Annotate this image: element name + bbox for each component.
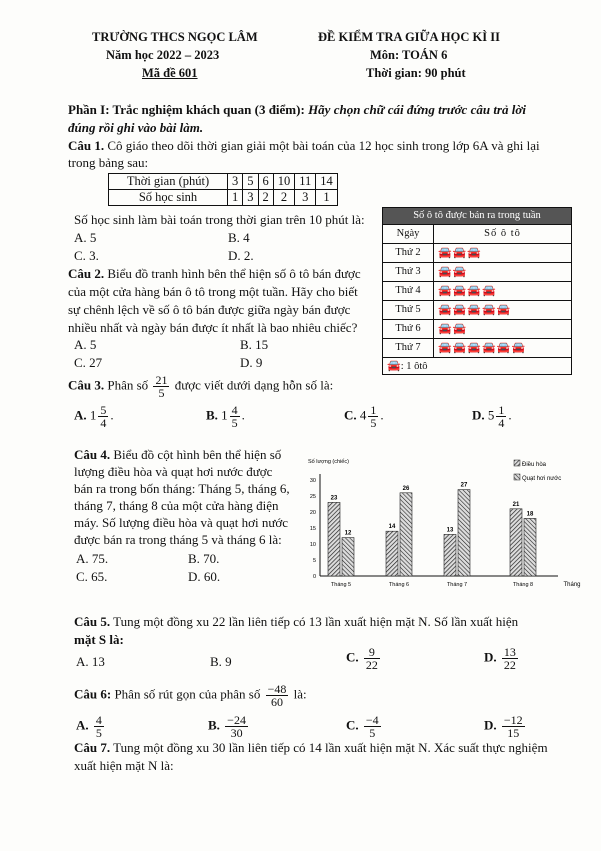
car-icon: 🚘 (452, 247, 468, 259)
q6-option-d (484, 714, 527, 739)
option-label: C. (346, 717, 359, 733)
pictograph-cars (434, 282, 571, 300)
y-tick-label: 20 (309, 510, 316, 516)
q2-option-d: D. 9 (240, 355, 263, 370)
table-cell: 14 (316, 174, 338, 190)
part1-title: Phần I: Trắc nghiệm khách quan (3 điểm): (68, 102, 305, 117)
x-axis-label: Tháng (563, 582, 581, 588)
option-label: D. (472, 407, 485, 423)
frac-num: −12 (503, 713, 523, 727)
q1-option-a: A. 5 (74, 230, 97, 245)
q3-fraction (153, 374, 169, 399)
frac-den: 22 (503, 658, 516, 672)
legend-swatch (514, 460, 520, 466)
pictograph-legend (383, 358, 428, 374)
car-icon: 🚘 (452, 304, 468, 316)
frac-num: 1 (370, 403, 377, 417)
q1-row2-head: Số học sinh (109, 190, 228, 206)
mixed-whole: 5 (487, 407, 495, 423)
table-row (383, 300, 571, 319)
car-icon: 🚘 (511, 342, 527, 354)
pictograph-cars (434, 244, 571, 262)
frac-num: −48 (267, 682, 287, 696)
q6-text-a: Phân số rút gọn của phân số (114, 686, 261, 702)
option-label: C. (346, 649, 359, 665)
car-icon: 🚘 (496, 304, 512, 316)
table-row (109, 190, 338, 206)
frac-den: 4 (498, 416, 505, 430)
frac-den: 5 (158, 386, 165, 400)
q7-line1 (74, 740, 548, 756)
table-row (383, 338, 571, 357)
frac-num: 13 (503, 645, 516, 659)
pictograph-cars (434, 263, 571, 281)
q5-text: Tung một đồng xu 22 lần liên tiếp có 13 lần xuất hiện mặt N. Số lần xuất hiện (113, 614, 519, 629)
pictograph (382, 207, 572, 375)
q4-label: Câu 4. (74, 447, 111, 462)
q2-line2: của một cửa hàng bán ô tô trong một tuần. Hãy cho biết (68, 284, 358, 299)
option-label: A. (74, 407, 87, 423)
table-cell: 3 (228, 174, 243, 190)
table-cell: 2 (273, 190, 295, 206)
car-icon: 🚘 (438, 342, 453, 354)
q5-option-d (484, 646, 520, 671)
q4-line2: lượng điều hòa và quạt hơi nước được (74, 464, 273, 479)
option-label: A. (76, 717, 89, 733)
option-label: D. (484, 649, 497, 665)
frac-num: 4 (95, 713, 102, 727)
q6-option-c (346, 714, 383, 739)
legend-swatch (514, 474, 520, 480)
data-label: 13 (446, 527, 454, 534)
q2-option-a: A. 5 (74, 337, 97, 352)
car-icon: 🚘 (438, 304, 453, 316)
table-cell: 6 (258, 174, 273, 190)
q1-line1: Cô giáo theo dõi thời gian giải một bài toán của 12 học sinh trong lớp 6A và ghi lại (107, 138, 540, 153)
q2-line1 (68, 266, 361, 282)
q2-line4: nhiều nhất và ngày bán được ít nhất là bao nhiêu chiếc? (68, 320, 358, 335)
x-tick-label: Tháng 5 (330, 582, 352, 588)
car-icon: 🚘 (496, 342, 512, 354)
exam-title: ĐỀ KIỂM TRA GIỮA HỌC KÌ II (318, 30, 500, 44)
frac-den: 5 (95, 726, 102, 740)
car-icon: 🚘 (467, 247, 483, 259)
table-cell: 5 (243, 174, 258, 190)
q5-option-c (346, 646, 382, 671)
q6-stem (74, 683, 307, 708)
q3-option-c: C. 4 $\frac{1}{5}$ . (344, 403, 384, 430)
q2-option-c: C. 27 (74, 355, 103, 370)
table-cell: 11 (295, 174, 316, 190)
y-tick-label: 0 (312, 574, 316, 580)
y-tick-label: 25 (309, 494, 316, 500)
car-icon: 🚘 (452, 266, 468, 278)
data-label: 12 (344, 530, 352, 537)
frac-num: 5 (100, 403, 107, 417)
option-label: C. (344, 407, 357, 423)
y-tick-label: 30 (309, 478, 316, 484)
q4-option-a: A. 75. (76, 551, 109, 566)
car-icon: 🚘 (452, 285, 468, 297)
data-label: 18 (526, 511, 534, 518)
q5-line1 (74, 614, 518, 630)
car-icon: 🚘 (467, 342, 483, 354)
q1-table (108, 173, 338, 206)
part1-heading (68, 102, 526, 118)
table-row (383, 262, 571, 281)
x-tick-label: Tháng 7 (446, 582, 468, 588)
pictograph-day: Thứ 6 (383, 320, 434, 338)
exam-time: Thời gian: 90 phút (366, 66, 466, 80)
q6-text-b: là: (293, 686, 307, 702)
option-label: B. (208, 717, 220, 733)
mixed-whole: 4 (359, 407, 367, 423)
car-icon: 🚘 (482, 304, 497, 316)
bar-quat-hoi-nuoc (400, 493, 412, 576)
q4-line4: tháng 7, tháng 8 của một cửa hàng điện (74, 498, 279, 513)
car-icon: 🚘 (438, 323, 453, 335)
option-label: D. (484, 717, 497, 733)
q5-line2: mặt S là: (74, 632, 124, 647)
q5-option-a: A. 13 (76, 654, 105, 669)
q3-text-b: được viết dưới dạng hỗn số là: (174, 377, 334, 393)
y-tick-label: 10 (309, 542, 316, 548)
q5-label: Câu 5. (74, 614, 111, 629)
car-icon: 🚘 (452, 342, 468, 354)
frac-num: −24 (227, 713, 246, 727)
q1-row1-head: Thời gian (phút) (109, 174, 228, 190)
q4-option-d: D. 60. (188, 569, 221, 584)
pictograph-day: Thứ 7 (383, 339, 434, 357)
exam-code: Mã đề 601 (142, 66, 198, 80)
q1-option-c: C. 3. (74, 248, 99, 263)
table-row (109, 174, 338, 190)
y-axis-label: Số lượng (chiếc) (308, 459, 349, 465)
pictograph-cars (434, 320, 571, 338)
car-icon: 🚘 (387, 360, 401, 372)
frac-den: 5 (231, 416, 238, 430)
bar-quat-hoi-nuoc (524, 518, 536, 576)
q3-option-a: A. 1 $\frac{5}{4}$ . (74, 403, 114, 430)
q3-text-a: Phân số (107, 377, 149, 393)
pictograph-day: Thứ 3 (383, 263, 434, 281)
q1-line2: trong bảng sau: (68, 155, 149, 170)
q7-text: Tung một đồng xu 30 lần liên tiếp có 14 lần xuất hiện mặt N. Xác suất thực nghiệm (113, 740, 548, 755)
q1-label: Câu 1. (68, 138, 105, 153)
table-cell: 3 (295, 190, 316, 206)
car-icon: 🚘 (438, 247, 453, 259)
bar-dieu-hoa (444, 534, 456, 576)
pictograph-day: Thứ 5 (383, 301, 434, 319)
mixed-whole: 1 (221, 407, 228, 423)
q4-option-b: B. 70. (188, 551, 220, 566)
q3-stem (68, 374, 333, 399)
y-tick-label: 5 (312, 558, 316, 564)
q5-option-b: B. 9 (210, 654, 232, 669)
option-label: B. (206, 407, 218, 423)
y-tick-label: 15 (309, 526, 316, 532)
car-icon: 🚘 (438, 285, 453, 297)
q4-line6: được bán ra trong tháng 5 và tháng 6 là: (74, 532, 282, 547)
q7-label: Câu 7. (74, 740, 111, 755)
legend-entry: Điều hòa (522, 462, 547, 468)
bar-quat-hoi-nuoc (342, 538, 354, 576)
data-label: 21 (512, 501, 520, 508)
q6-option-a (76, 714, 106, 739)
q1-text (68, 138, 540, 154)
car-icon: 🚘 (467, 285, 483, 297)
pictograph-cars (434, 339, 571, 357)
frac-den: 60 (270, 695, 283, 709)
q3-option-b: B. 1 $\frac{4}{5}$ . (206, 403, 245, 430)
q2-line3: sự chênh lệch về số ô tô bán được giữa ngày bán được (68, 302, 351, 317)
frac-den: 22 (365, 658, 378, 672)
frac-num: 4 (231, 403, 238, 417)
pictograph-day: Thứ 2 (383, 244, 434, 262)
frac-den: 15 (507, 726, 520, 740)
pictograph-col-day: Ngày (383, 225, 434, 243)
pictograph-title: Số ô tô được bán ra trong tuần (383, 208, 571, 224)
q2-option-b: B. 15 (240, 337, 269, 352)
school-year: Năm học 2022 – 2023 (106, 48, 220, 62)
x-tick-label: Tháng 8 (512, 582, 534, 588)
bar-dieu-hoa (386, 531, 398, 576)
pictograph-col-count: Số ô tô (484, 228, 521, 239)
table-cell: 10 (273, 174, 295, 190)
bar-chart (306, 448, 596, 598)
part1-instruction: Hãy chọn chữ cái đứng trước câu trả lời (308, 102, 526, 117)
bar-dieu-hoa (510, 509, 522, 576)
bar-quat-hoi-nuoc (458, 490, 470, 576)
frac-num: 21 (155, 373, 168, 387)
q1-option-b: B. 4 (228, 230, 250, 245)
car-icon: 🚘 (452, 323, 468, 335)
q4-line1 (74, 447, 281, 463)
q3-label: Câu 3. (68, 377, 105, 393)
exam-subject: Môn: TOÁN 6 (370, 48, 448, 62)
x-tick-label: Tháng 6 (388, 582, 410, 588)
data-label: 23 (330, 495, 338, 502)
pictograph-day: Thứ 4 (383, 282, 434, 300)
table-row (383, 281, 571, 300)
data-label: 27 (460, 482, 468, 489)
bar-dieu-hoa (328, 502, 340, 576)
pictograph-legend-text: : 1 ôtô (400, 361, 428, 372)
school-name: TRƯỜNG THCS NGỌC LÂM (92, 30, 258, 44)
q1-option-d: D. 2. (228, 248, 254, 263)
q7-line2: xuất hiện mặt N là: (74, 758, 174, 773)
frac-num: 1 (498, 403, 505, 417)
q6-label: Câu 6: (74, 686, 112, 702)
car-icon: 🚘 (482, 285, 497, 297)
table-row (383, 319, 571, 338)
table-cell: 2 (258, 190, 273, 206)
frac-den: 4 (100, 416, 107, 430)
car-icon: 🚘 (482, 342, 497, 354)
q6-option-b (208, 714, 250, 739)
table-cell: 1 (316, 190, 338, 206)
pictograph-cars (434, 301, 571, 319)
mixed-whole: 1 (89, 407, 97, 423)
car-icon: 🚘 (438, 266, 453, 278)
frac-num: 9 (364, 646, 380, 659)
frac-den: 30 (230, 726, 243, 740)
legend-entry: Quạt hơi nước (522, 476, 562, 482)
car-icon: 🚘 (467, 304, 483, 316)
q4-text: Biểu đồ cột hình bên thể hiện số (113, 447, 282, 462)
frac-num: −4 (365, 713, 379, 727)
frac-den: 5 (370, 416, 377, 430)
table-cell: 1 (228, 190, 243, 206)
q2-text: Biểu đồ tranh hình bên thể hiện số ô tô bán được (107, 266, 361, 281)
table-row (383, 243, 571, 262)
q4-option-c: C. 65. (76, 569, 108, 584)
q4-line5: máy. Số lượng điều hòa và quạt hơi nước (74, 515, 289, 530)
table-cell: 3 (243, 190, 258, 206)
data-label: 14 (388, 524, 396, 531)
q4-line3: bán ra trong bốn tháng: Tháng 5, tháng 6, (74, 481, 290, 496)
data-label: 26 (402, 485, 410, 492)
frac-den: 5 (369, 726, 376, 740)
q2-label: Câu 2. (68, 266, 105, 281)
part1-instruction2: đúng rồi ghi vào bài làm. (68, 120, 204, 135)
q3-option-d: D. 5 $\frac{1}{4}$ . (472, 403, 512, 430)
q1-question: Số học sinh làm bài toán trong thời gian trên 10 phút là: (74, 212, 365, 227)
